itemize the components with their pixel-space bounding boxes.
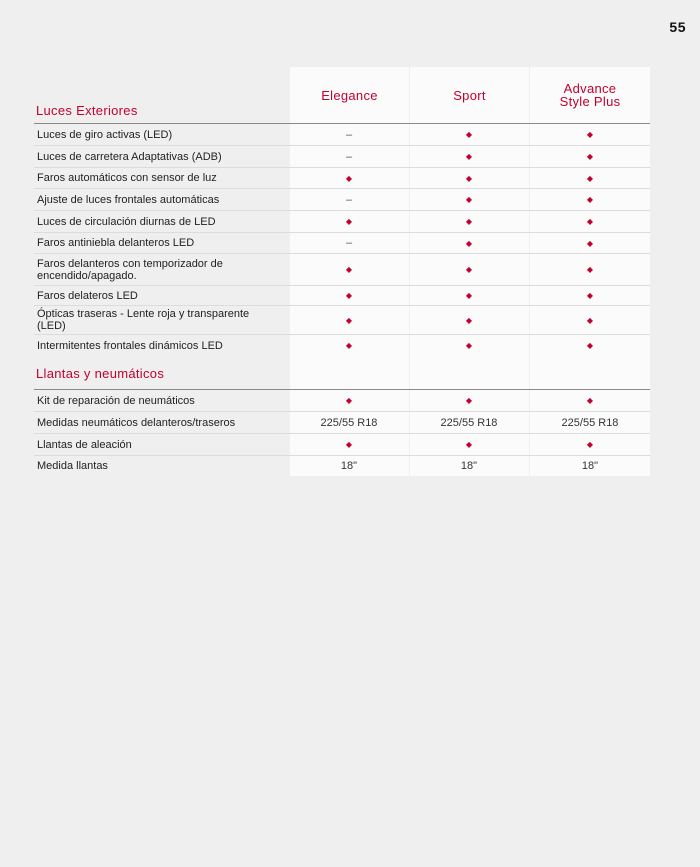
included-diamond-icon: ◆ <box>345 217 353 226</box>
table-row <box>34 146 650 168</box>
included-diamond-icon: ◆ <box>586 291 594 300</box>
included-diamond-icon: ◆ <box>465 440 473 449</box>
row-label: Medida llantas <box>37 460 108 472</box>
table-row <box>34 211 650 233</box>
table-row <box>34 434 650 456</box>
row-label: Faros antiniebla delanteros LED <box>37 237 195 249</box>
included-diamond-icon: ◆ <box>465 396 473 405</box>
value-cell: 225/55 R18 <box>440 416 498 429</box>
table-row <box>34 254 650 286</box>
row-label: Luces de carretera Adaptativas (ADB) <box>37 150 222 163</box>
table-row <box>34 390 650 412</box>
included-diamond-icon: ◆ <box>586 217 594 226</box>
column-header-advance-style-plus: Advance Style Plus <box>559 81 621 109</box>
included-diamond-icon: ◆ <box>465 341 473 350</box>
table-row <box>34 233 650 254</box>
included-diamond-icon: ◆ <box>345 396 353 405</box>
included-diamond-icon: ◆ <box>465 130 473 139</box>
included-diamond-icon: ◆ <box>465 195 473 204</box>
row-label: Faros automáticos con sensor de luz <box>37 172 217 184</box>
table-row <box>34 456 650 476</box>
table-row <box>34 168 650 189</box>
row-label: Ópticas traseras - Lente roja y transparente (LED) <box>37 308 250 332</box>
included-diamond-icon: ◆ <box>465 217 473 226</box>
included-diamond-icon: ◆ <box>465 315 473 325</box>
not-available-dash: – <box>345 193 353 206</box>
section-title-luces-exteriores: Luces Exteriores <box>36 103 138 118</box>
table-row <box>34 124 650 146</box>
row-label: Faros delateros LED <box>37 289 138 302</box>
included-diamond-icon: ◆ <box>345 173 353 183</box>
included-diamond-icon: ◆ <box>345 341 353 350</box>
included-diamond-icon: ◆ <box>465 152 473 161</box>
column-header-sport: Sport <box>453 87 486 103</box>
row-label: Kit de reparación de neumáticos <box>37 394 195 407</box>
not-available-dash: – <box>345 237 353 249</box>
not-available-dash: – <box>345 150 353 163</box>
table-row <box>34 286 650 306</box>
included-diamond-icon: ◆ <box>586 315 594 325</box>
included-diamond-icon: ◆ <box>465 265 473 274</box>
row-label: Llantas de aleación <box>37 438 132 451</box>
included-diamond-icon: ◆ <box>345 440 353 449</box>
not-available-dash: – <box>345 128 353 141</box>
included-diamond-icon: ◆ <box>345 315 353 325</box>
table-row <box>34 335 650 356</box>
row-label: Luces de circulación diurnas de LED <box>37 215 216 228</box>
column-header-elegance: Elegance <box>321 87 378 103</box>
included-diamond-icon: ◆ <box>586 152 594 161</box>
value-cell: 18" <box>340 460 358 472</box>
row-label: Faros delanteros con temporizador de encendido/apagado. <box>37 257 223 282</box>
row-label: Luces de giro activas (LED) <box>37 128 173 141</box>
included-diamond-icon: ◆ <box>465 173 473 183</box>
value-cell: 18" <box>581 460 599 472</box>
row-label: Intermitentes frontales dinámicos LED <box>37 339 223 352</box>
page-number: 55 <box>669 19 686 35</box>
value-cell: 225/55 R18 <box>561 416 619 429</box>
included-diamond-icon: ◆ <box>586 173 594 183</box>
included-diamond-icon: ◆ <box>586 195 594 204</box>
included-diamond-icon: ◆ <box>586 341 594 350</box>
table-row <box>34 412 650 434</box>
row-label: Medidas neumáticos delanteros/traseros <box>37 416 236 429</box>
included-diamond-icon: ◆ <box>345 291 353 300</box>
included-diamond-icon: ◆ <box>586 265 594 274</box>
included-diamond-icon: ◆ <box>586 238 594 248</box>
included-diamond-icon: ◆ <box>345 265 353 274</box>
included-diamond-icon: ◆ <box>465 238 473 248</box>
included-diamond-icon: ◆ <box>465 291 473 300</box>
table-row <box>34 306 650 335</box>
section-title-llantas: Llantas y neumáticos <box>36 366 165 381</box>
value-cell: 18" <box>460 460 478 472</box>
table-row <box>34 189 650 211</box>
included-diamond-icon: ◆ <box>586 440 594 449</box>
included-diamond-icon: ◆ <box>586 130 594 139</box>
included-diamond-icon: ◆ <box>586 396 594 405</box>
row-label: Ajuste de luces frontales automáticas <box>37 193 220 206</box>
value-cell: 225/55 R18 <box>320 416 378 429</box>
